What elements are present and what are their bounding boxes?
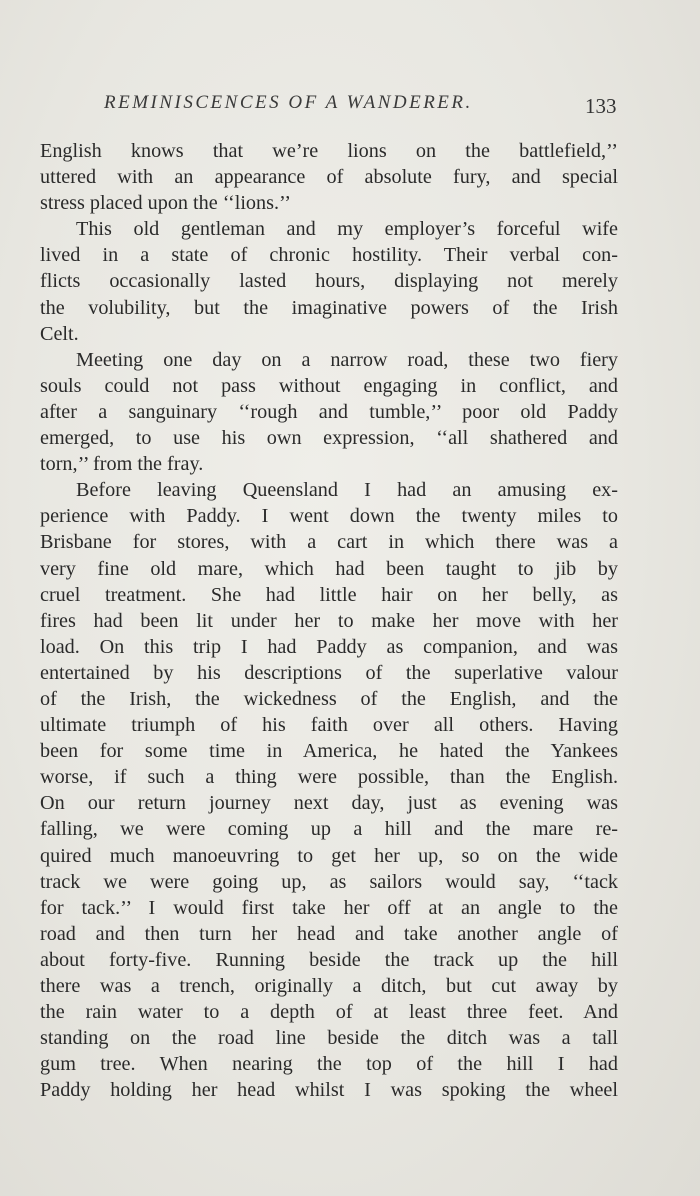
text-line: worse, if such a thing were possible, than the English. [40,766,618,789]
text-line: the volubility, but the imaginative powers of the Irish [40,296,618,319]
text-line: lived in a state of chronic hostility. Their verbal con- [40,244,618,267]
text-line: for tack.’’ I would first take her off at an angle to the [40,896,618,919]
running-title: REMINISCENCES OF A WANDERER. [104,92,473,113]
text-line: after a sanguinary ‘‘rough and tumble,’’ poor old Paddy [40,400,618,423]
text-line: about forty-five. Running beside the track up the hill [40,948,618,971]
text-line: entertained by his descriptions of the superlative valour [40,661,618,684]
text-line: On our return journey next day, just as evening was [40,792,618,815]
text-line: This old gentleman and my employer’s forceful wife [76,218,618,241]
text-line: Brisbane for stores, with a cart in which there was a [40,531,618,554]
text-line: flicts occasionally lasted hours, displaying not merely [40,270,618,293]
text-line: Before leaving Queensland I had an amusing ex- [76,479,618,502]
text-line: load. On this trip I had Paddy as companion, and was [40,635,618,658]
text-line: gum tree. When nearing the top of the hill I had [40,1053,618,1076]
text-line: standing on the road line beside the ditch was a tall [40,1027,618,1050]
text-line: cruel treatment. She had little hair on her belly, as [40,583,618,606]
text-line: torn,’’ from the fray. [40,453,204,476]
text-line: quired much manoeuvring to get her up, so on the wide [40,844,618,867]
text-line: been for some time in America, he hated the Yankees [40,740,618,763]
text-line: ultimate triumph of his faith over all others. Having [40,714,618,737]
text-line: of the Irish, the wickedness of the English, and the [40,687,618,710]
text-line: souls could not pass without engaging in conflict, and [40,374,618,397]
text-line: fires had been lit under her to make her move with her [40,609,618,632]
text-line: falling, we were coming up a hill and the mare re- [40,818,618,841]
text-line: Paddy holding her head whilst I was spoking the wheel [40,1079,618,1102]
text-line: there was a trench, originally a ditch, but cut away by [40,975,618,997]
text-line: very fine old mare, which had been taught to jib by [40,557,618,580]
text-line: uttered with an appearance of absolute fury, and special [40,166,618,189]
text-line: track we were going up, as sailors would say, ‘‘tack [40,870,618,893]
body-text [40,138,618,1103]
text-line: road and then turn her head and take another angle of [40,922,618,945]
page-number: 133 [585,94,617,118]
text-line: Celt. [40,322,79,345]
text-line: Meeting one day on a narrow road, these two fiery [76,348,618,371]
text-line: stress placed upon the ‘‘lions.’’ [40,192,291,215]
text-line: perience with Paddy. I went down the twenty miles to [40,505,618,528]
text-line: emerged, to use his own expression, ‘‘all shathered and [40,427,618,450]
text-line: English knows that we’re lions on the battlefield,’’ [40,140,618,162]
text-line: the rain water to a depth of at least three feet. And [40,1001,618,1024]
